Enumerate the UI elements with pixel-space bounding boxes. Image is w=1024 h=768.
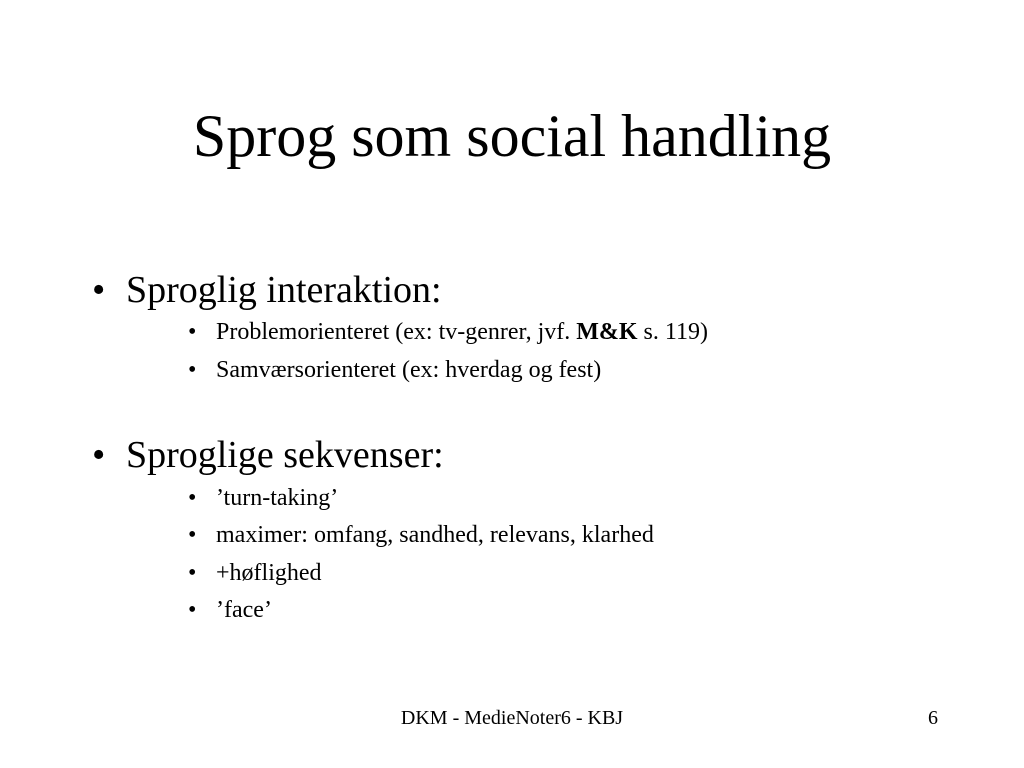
bullet-icon: • [92,269,106,311]
footer-text: DKM - MedieNoter6 - KBJ [400,707,624,729]
page-number: 6 [928,707,938,729]
list-item-text: ’turn-taking’ [216,485,339,511]
bullet-icon: • [188,319,197,345]
section-heading-text: Sproglig interaktion: [126,269,442,311]
list-item-text-part: s. 119) [637,319,708,345]
list-item-bold-reference: M&K [576,319,638,345]
list-item-text: maximer: omfang, sandhed, relevans, klarhed [216,522,654,548]
list-item-text [216,317,708,347]
list-item-text: +høflighed [216,560,322,586]
bullet-icon: • [92,434,106,476]
section-heading-text: Sproglige sekvenser: [126,434,444,476]
bullet-icon: • [188,485,197,511]
list-item-text: ’face’ [216,597,272,623]
bullet-icon: • [188,357,197,383]
bullet-icon: • [188,522,197,548]
list-item-text: Samværsorienteret (ex: hverdag og fest) [216,357,602,383]
list-item-text-part: Problemorienteret (ex: tv-genrer, jvf. [216,319,577,345]
bullet-icon: • [188,560,197,586]
slide-title: Sprog som social handling [192,103,832,169]
bullet-icon: • [188,597,197,623]
